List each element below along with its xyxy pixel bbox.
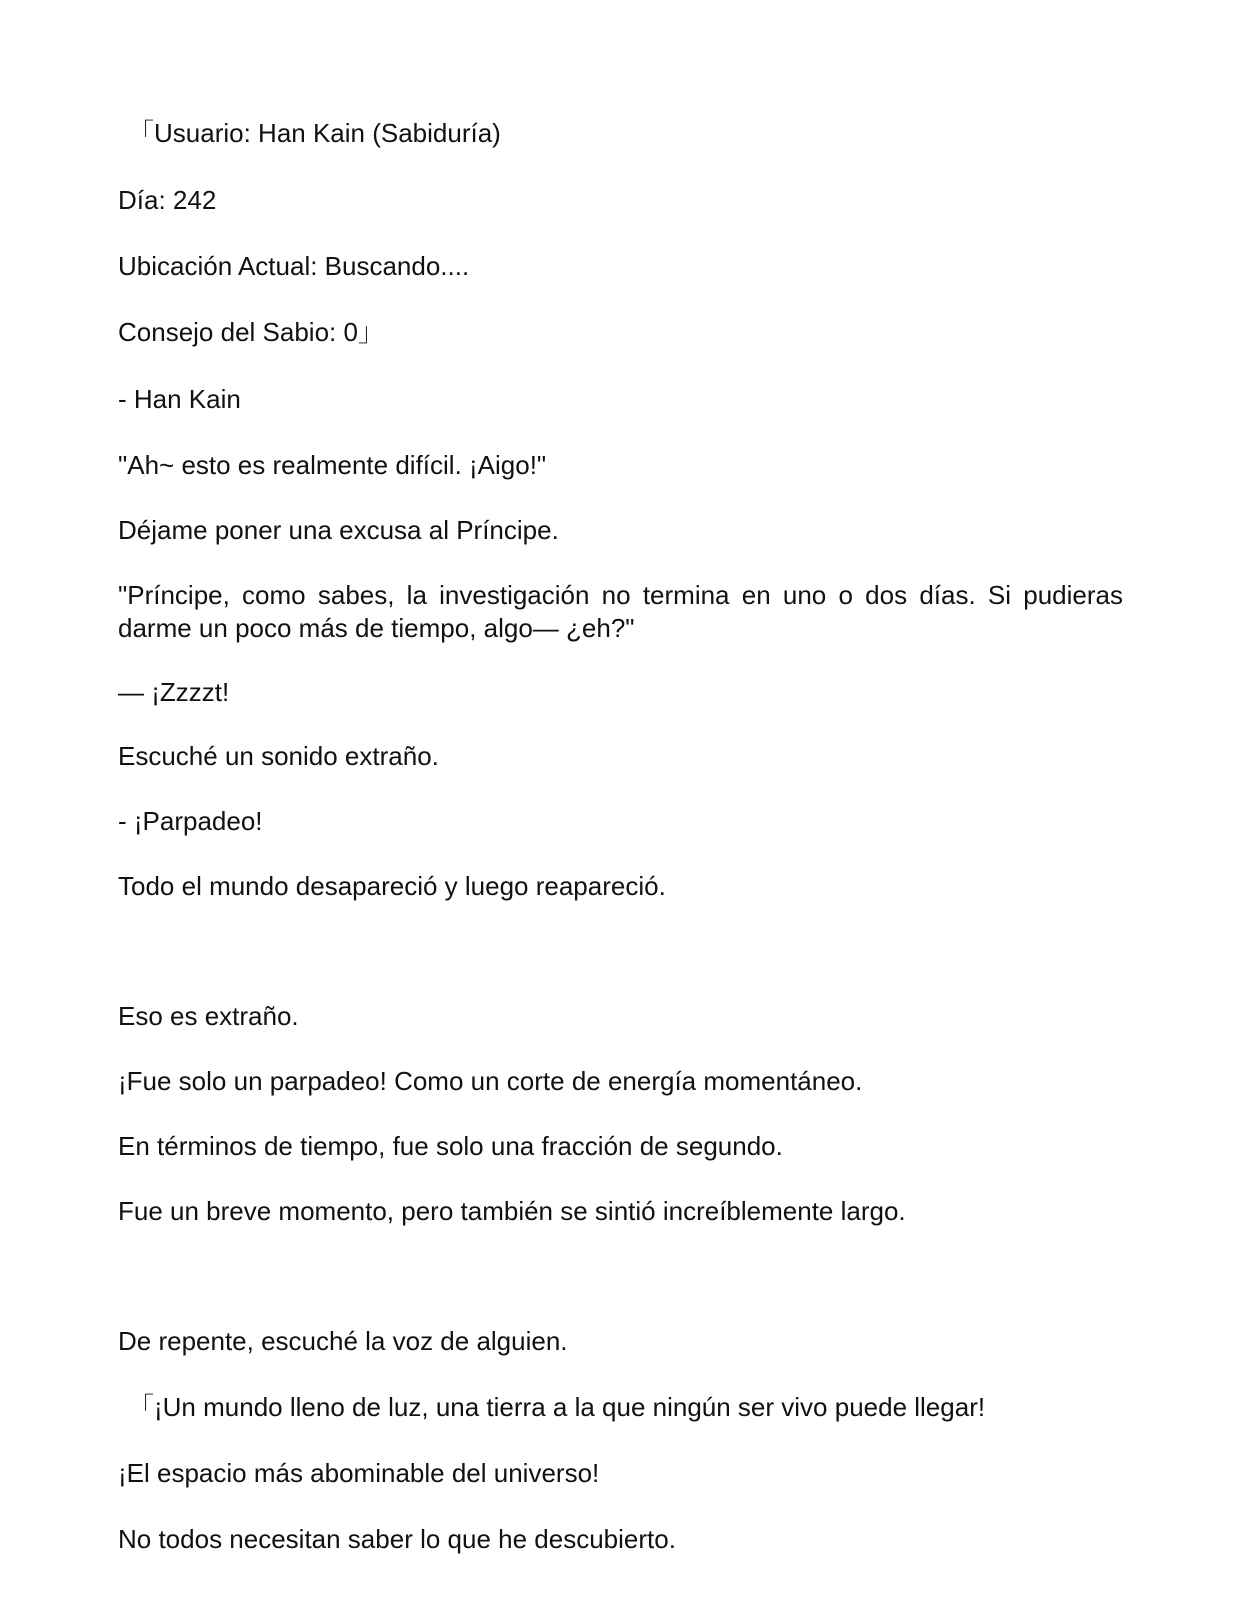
status-user-line: 「Usuario: Han Kain (Sabiduría) — [128, 118, 501, 148]
paragraph: Fue un breve momento, pero también se sintió increíblemente largo. — [118, 1196, 906, 1226]
paragraph: "Ah~ esto es realmente difícil. ¡Aigo!" — [118, 450, 547, 480]
paragraph: Escuché un sonido extraño. — [118, 741, 439, 771]
paragraph: ¡El espacio más abominable del universo! — [118, 1458, 600, 1488]
paragraph: Todo el mundo desapareció y luego reapareció. — [118, 871, 666, 901]
status-location-line: Ubicación Actual: Buscando.... — [118, 251, 470, 281]
paragraph: "Príncipe, como sabes, la investigación no termina en uno o dos días. Si pudieras darme un poco más de tiempo, algo— ¿eh?" — [118, 580, 1123, 643]
paragraph: Eso es extraño. — [118, 1001, 299, 1031]
paragraph: En términos de tiempo, fue solo una fracción de segundo. — [118, 1131, 783, 1161]
paragraph: — ¡Zzzzt! — [118, 677, 230, 707]
paragraph: - ¡Parpadeo! — [118, 806, 263, 836]
paragraph: Déjame poner una excusa al Príncipe. — [118, 515, 559, 545]
status-advice-line: Consejo del Sabio: 0」 — [118, 317, 384, 347]
paragraph: ¡Fue solo un parpadeo! Como un corte de energía momentáneo. — [118, 1066, 863, 1096]
paragraph: No todos necesitan saber lo que he descubierto. — [118, 1524, 676, 1554]
status-day-line: Día: 242 — [118, 185, 217, 215]
paragraph: 「¡Un mundo lleno de luz, una tierra a la que ningún ser vivo puede llegar! — [128, 1392, 986, 1422]
paragraph: De repente, escuché la voz de alguien. — [118, 1326, 568, 1356]
speaker-line: - Han Kain — [118, 384, 241, 414]
